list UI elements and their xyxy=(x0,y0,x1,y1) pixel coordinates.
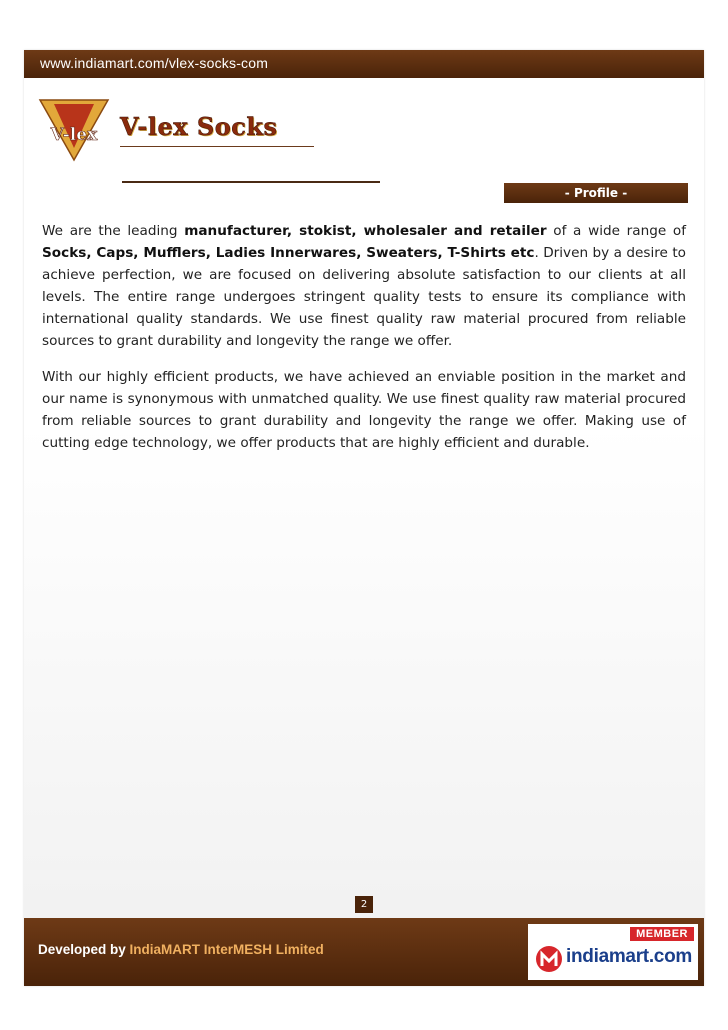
indiamart-member-badge[interactable] xyxy=(528,924,698,980)
developer-org-link[interactable]: IndiaMART InterMESH Limited xyxy=(129,942,324,957)
document-page xyxy=(24,50,704,986)
logo-text: V-lex xyxy=(50,125,98,145)
brand-name: V-lex Socks xyxy=(120,112,278,141)
developer-credit: Developed by IndiaMART InterMESH Limited xyxy=(38,942,324,957)
header-bar xyxy=(24,50,704,78)
vlex-logo-icon xyxy=(36,96,112,162)
brand-underline xyxy=(120,146,314,147)
indiamart-logo-icon xyxy=(534,944,564,974)
indiamart-logo-text: indiamart.com xyxy=(566,946,692,967)
member-label: MEMBER xyxy=(630,927,694,941)
profile-content xyxy=(42,220,686,468)
profile-section-tab: - Profile - xyxy=(504,183,688,203)
second-paragraph: With our highly efficient products, we have achieved an enviable position in the market and our name is synonymous with unmatched quality. We use finest quality raw material procured from reliable sources to grant durability and longevity the range we offer. Making use of cutting edge technology, we offer products that are highly efficient and durable. xyxy=(42,369,686,451)
section-divider xyxy=(122,181,380,183)
intro-paragraph: We are the leading manufacturer, stokist, wholesaler and retailer of a wide range of Socks, Caps, Mufflers, Ladies Innerwares, Sweaters, T-Shirts etc. Driven by a desire to achieve perfection, we are focused on delivering absolute satisfaction to our clients at all levels. The entire range undergoes stringent quality tests to ensure its compliance with international quality standards. We use finest quality raw material procured from reliable sources to grant durability and longevity the range we offer. xyxy=(42,223,686,349)
site-url[interactable]: www.indiamart.com/vlex-socks-com xyxy=(40,55,269,71)
footer-bar xyxy=(24,918,704,986)
page-number: 2 xyxy=(355,896,373,913)
